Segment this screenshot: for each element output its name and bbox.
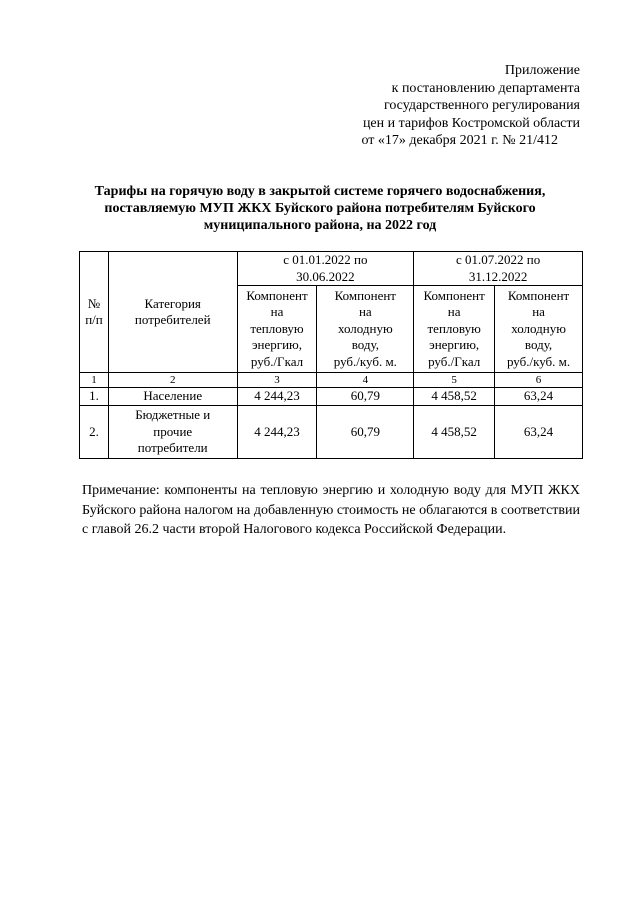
header-number: № п/п <box>80 252 109 373</box>
title-line: Тарифы на горячую воду в закрытой системе горячего водоснабжения, <box>94 184 546 199</box>
header-component: Компонент на тепловую энергию, руб./Гкал <box>237 286 317 373</box>
index-cell: 3 <box>237 373 317 388</box>
approval-line: от «17» декабря 2021 г. № 21/412 <box>361 133 558 148</box>
footnote: Примечание: компоненты на тепловую энергию и холодную воду для МУП ЖКХ Буйского района налогом на добавленную стоимость не облагаются в соответствии с главой 26.2 части второй Налогового кодекса Российской Федерации. <box>82 483 580 537</box>
row-value: 4 458,52 <box>414 388 495 406</box>
title-line: поставляемую МУП ЖКХ Буйского района потребителям Буйского <box>104 201 536 216</box>
row-value: 60,79 <box>317 406 414 459</box>
index-cell: 6 <box>495 373 583 388</box>
header-component: Компонент на холодную воду, руб./куб. м. <box>317 286 414 373</box>
row-value: 63,24 <box>495 388 583 406</box>
header-component: Компонент на холодную воду, руб./куб. м. <box>495 286 583 373</box>
document-title <box>60 183 580 234</box>
row-category: Население <box>108 388 237 406</box>
index-cell: 1 <box>80 373 109 388</box>
index-cell: 5 <box>414 373 495 388</box>
row-category: Бюджетные и прочие потребители <box>108 406 237 459</box>
header-component: Компонент на тепловую энергию, руб./Гкал <box>414 286 495 373</box>
row-value: 4 458,52 <box>414 406 495 459</box>
approval-line: Приложение <box>504 63 580 78</box>
approval-line: к постановлению департамента <box>391 80 580 96</box>
table-header-row <box>80 252 583 286</box>
row-value: 60,79 <box>317 388 414 406</box>
approval-line: государственного регулирования <box>383 98 580 113</box>
row-value: 4 244,23 <box>237 406 317 459</box>
row-number: 2. <box>80 406 109 459</box>
tariff-table <box>79 251 583 459</box>
index-cell: 4 <box>317 373 414 388</box>
header-category: Категория потребителей <box>108 252 237 373</box>
approval-block <box>361 62 580 150</box>
header-period-1: с 01.01.2022 по 30.06.2022 <box>237 252 414 286</box>
index-cell: 2 <box>108 373 237 388</box>
header-period-2: с 01.07.2022 по 31.12.2022 <box>414 252 583 286</box>
row-number: 1. <box>80 388 109 406</box>
table-row <box>80 406 583 459</box>
table-row <box>80 388 583 406</box>
row-value: 63,24 <box>495 406 583 459</box>
title-line: муниципального района, на 2022 год <box>203 218 437 233</box>
approval-line: цен и тарифов Костромской области <box>362 115 580 131</box>
table-index-row <box>80 373 583 388</box>
row-value: 4 244,23 <box>237 388 317 406</box>
